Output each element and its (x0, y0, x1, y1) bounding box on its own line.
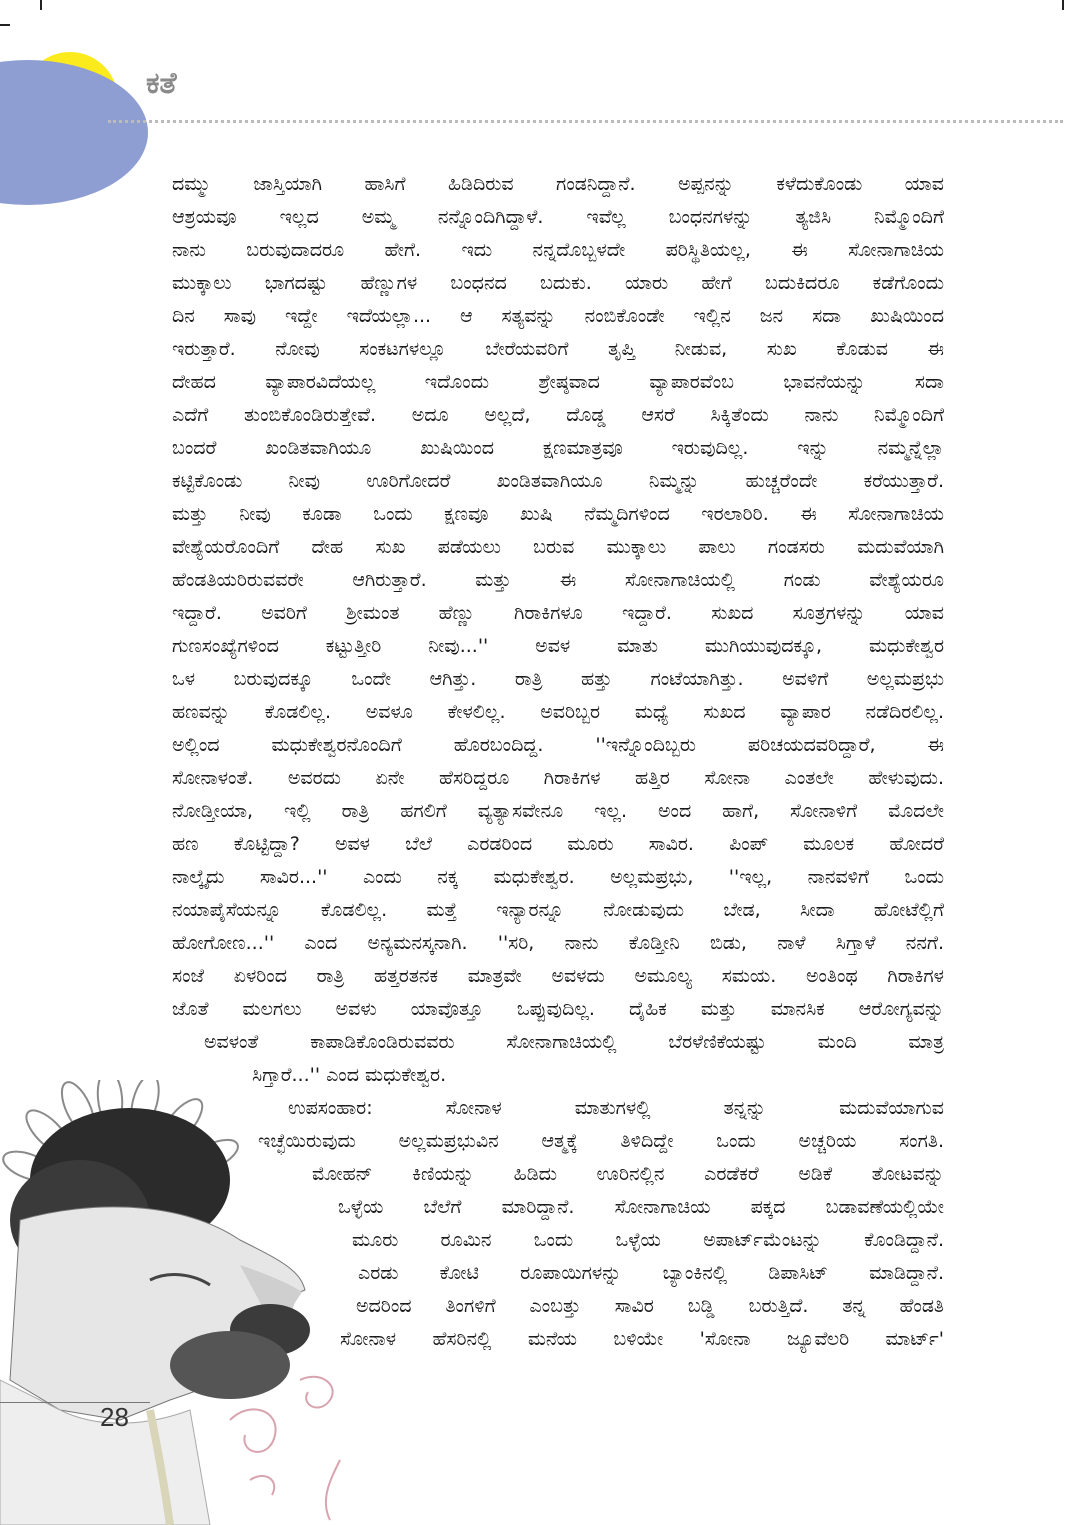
body-line-34: ಎರಡು ಕೋಟಿ ರೂಪಾಯಿಗಳನ್ನು ಬ್ಯಾಂಕಿನಲ್ಲಿ ಡಿಪಾಸಿಟ್ ಮಾಡಿದ್ದಾನೆ. (358, 1262, 944, 1284)
body-line-4: ಮುಕ್ಕಾಲು ಭಾಗದಷ್ಟು ಹೆಣ್ಣುಗಳ ಬಂಧನದ ಬದುಕು. ಯಾರು ಹೇಗೆ ಬದುಕಿದರೂ ಕಡೆಗೊಂದು (172, 272, 944, 294)
body-line-30: ಇಚ್ಛೆಯಿರುವುದು ಅಲ್ಲಮಪ್ರಭುವಿನ ಆತ್ಮಕ್ಕೆ ತಿಳಿದಿದ್ದೇ ಒಂದು ಅಚ್ಚರಿಯ ಸಂಗತಿ. (258, 1130, 944, 1152)
body-line-25: ಸಂಜೆ ಏಳರಿಂದ ರಾತ್ರಿ ಹತ್ತರತನಕ ಮಾತ್ರವೇ ಅವಳದು ಅಮೂಲ್ಯ ಸಮಯ. ಅಂತಿಂಥ ಗಿರಾಕಿಗಳ (172, 965, 944, 987)
body-line-22: ನಾಲ್ಕೈದು ಸಾವಿರ...'' ಎಂದು ನಕ್ಕ ಮಧುಕೇಶ್ವರ. ಅಲ್ಲಮಪ್ರಭು, ''ಇಲ್ಲ, ನಾನವಳಿಗೆ ಒಂದು (172, 866, 944, 888)
body-line-13: ಹೆಂಡತಿಯರಿರುವವರೇ ಆಗಿರುತ್ತಾರೆ. ಮತ್ತು ಈ ಸೋನಾಗಾಚಿಯಲ್ಲಿ ಗಂಡು ವೇಶ್ಯೆಯರೂ (172, 569, 944, 591)
body-line-24: ಹೋಗೋಣ...'' ಎಂದ ಅನ್ಯಮನಸ್ಕನಾಗಿ. ''ಸರಿ, ನಾನು ಕೊಡ್ತೀನಿ ಬಿಡು, ನಾಳೆ ಸಿಗ್ತಾಳೆ ನನಗೆ. (172, 932, 944, 954)
body-line-26: ಜೊತೆ ಮಲಗಲು ಅವಳು ಯಾವೊತ್ತೂ ಒಪ್ಪುವುದಿಲ್ಲ. ದೈಹಿಕ ಮತ್ತು ಮಾನಸಿಕ ಆರೋಗ್ಯವನ್ನು (172, 998, 944, 1020)
body-line-18: ಅಲ್ಲಿಂದ ಮಧುಕೇಶ್ವರನೊಂದಿಗೆ ಹೊರಬಂದಿದ್ದ. ''ಇನ್ನೊಂದಿಬ್ಬರು ಪರಿಚಯದವರಿದ್ದಾರೆ, ಈ (172, 734, 944, 756)
body-line-16: ಒಳ ಬರುವುದಕ್ಕೂ ಒಂದೇ ಆಗಿತ್ತು. ರಾತ್ರಿ ಹತ್ತು ಗಂಟೆಯಾಗಿತ್ತು. ಅವಳಿಗೆ ಅಲ್ಲಮಪ್ರಭು (172, 668, 944, 690)
body-line-15: ಗುಣಸಂಖ್ಯೆಗಳಿಂದ ಕಟ್ಟುತ್ತೀರಿ ನೀವು...'' ಅವಳ ಮಾತು ಮುಗಿಯುವುದಕ್ಕೂ, ಮಧುಕೇಶ್ವರ (172, 635, 944, 657)
decorative-blue-circle (0, 60, 148, 205)
section-label: ಕತೆ (146, 66, 177, 101)
body-line-2: ಆಶ್ರಯವೂ ಇಲ್ಲದ ಅಮ್ಮ ನನ್ನೊಂದಿಗಿದ್ದಾಳೆ. ಇವೆಲ್ಲ ಬಂಧನಗಳನ್ನು ತ್ಯಜಿಸಿ ನಿಮ್ಮೊಂದಿಗೆ (172, 206, 944, 228)
body-line-5: ದಿನ ಸಾವು ಇದ್ದೇ ಇದೆಯಲ್ಲಾ... ಆ ಸತ್ಯವನ್ನು ನಂಬಿಕೊಂಡೇ ಇಲ್ಲಿನ ಜನ ಸದಾ ಖುಷಿಯಿಂದ (172, 305, 944, 327)
body-line-7: ದೇಹದ ವ್ಯಾಪಾರವಿದೆಯಲ್ಲ ಇದೊಂದು ಶ್ರೇಷ್ಠವಾದ ವ್ಯಾಪಾರವೆಂಬ ಭಾವನೆಯನ್ನು ಸದಾ (172, 371, 944, 393)
crop-mark-top-right (1062, 0, 1064, 10)
crop-mark-top-left (40, 0, 42, 10)
body-line-23: ನಯಾಪೈಸೆಯನ್ನೂ ಕೊಡಲಿಲ್ಲ. ಮತ್ತೆ ಇನ್ಯಾರನ್ನೂ ನೋಡುವುದು ಬೇಡ, ಸೀದಾ ಹೋಟೆಲ್ಲಿಗೆ (172, 899, 944, 921)
body-line-17: ಹಣವನ್ನು ಕೊಡಲಿಲ್ಲ. ಅವಳೂ ಕೇಳಲಿಲ್ಲ. ಅವರಿಬ್ಬರ ಮಧ್ಯೆ ಸುಖದ ವ್ಯಾಪಾರ ನಡೆದಿರಲಿಲ್ಲ. (172, 701, 944, 723)
body-line-28: ಸಿಗ್ತಾರೆ...'' ಎಂದ ಮಧುಕೇಶ್ವರ. (252, 1064, 447, 1086)
page-number: 28 (100, 1402, 129, 1432)
body-line-1: ದಮ್ಮು ಜಾಸ್ತಿಯಾಗಿ ಹಾಸಿಗೆ ಹಿಡಿದಿರುವ ಗಂಡನಿದ್ದಾನೆ. ಅಪ್ಪನನ್ನು ಕಳೆದುಕೊಂಡು ಯಾವ (172, 173, 944, 195)
body-line-9: ಬಂದರೆ ಖಂಡಿತವಾಗಿಯೂ ಖುಷಿಯಿಂದ ಕ್ಷಣಮಾತ್ರವೂ ಇರುವುದಿಲ್ಲ. ಇನ್ನು ನಮ್ಮನ್ನೆಲ್ಲಾ (172, 437, 944, 459)
body-line-19: ಸೋನಾಳಂತೆ. ಅವರದು ಏನೇ ಹೆಸರಿದ್ದರೂ ಗಿರಾಕಿಗಳ ಹತ್ತಿರ ಸೋನಾ ಎಂತಲೇ ಹೇಳುವುದು. (172, 767, 944, 789)
body-line-10: ಕಟ್ಟಿಕೊಂಡು ನೀವು ಊರಿಗೋದರೆ ಖಂಡಿತವಾಗಿಯೂ ನಿಮ್ಮನ್ನು ಹುಚ್ಚರೆಂದೇ ಕರೆಯುತ್ತಾರೆ. (172, 470, 944, 492)
body-line-29: ಉಪಸಂಹಾರ: ಸೋನಾಳ ಮಾತುಗಳಲ್ಲಿ ತನ್ನನ್ನು ಮದುವೆಯಾಗುವ (288, 1097, 944, 1119)
body-line-11: ಮತ್ತು ನೀವು ಕೂಡಾ ಒಂದು ಕ್ಷಣವೂ ಖುಷಿ ನೆಮ್ಮದಿಗಳಿಂದ ಇರಲಾರಿರಿ. ಈ ಸೋನಾಗಾಚಿಯ (172, 503, 944, 525)
body-line-3: ನಾನು ಬರುವುದಾದರೂ ಹೇಗೆ. ಇದು ನನ್ನದೊಬ್ಬಳದೇ ಪರಿಸ್ಥಿತಿಯಲ್ಲ, ಈ ಸೋನಾಗಾಚಿಯ (172, 239, 944, 261)
body-line-14: ಇದ್ದಾರೆ. ಅವರಿಗೆ ಶ್ರೀಮಂತ ಹೆಣ್ಣು ಗಿರಾಕಿಗಳೂ ಇದ್ದಾರೆ. ಸುಖದ ಸೂತ್ರಗಳನ್ನು ಯಾವ (172, 602, 944, 624)
body-line-21: ಹಣ ಕೊಟ್ಟಿದ್ದಾ? ಅವಳ ಬೆಲೆ ಎರಡರಿಂದ ಮೂರು ಸಾವಿರ. ಪಿಂಪ್ ಮೂಲಕ ಹೋದರೆ (172, 833, 944, 855)
body-line-27: ಅವಳಂತೆ ಕಾಪಾಡಿಕೊಂಡಿರುವವರು ಸೋನಾಗಾಚಿಯಲ್ಲಿ ಬೆರಳೆಣಿಕೆಯಷ್ಟು ಮಂದಿ ಮಾತ್ರ (204, 1031, 944, 1053)
body-line-32: ಒಳ್ಳೆಯ ಬೆಲೆಗೆ ಮಾರಿದ್ದಾನೆ. ಸೋನಾಗಾಚಿಯ ಪಕ್ಕದ ಬಡಾವಣೆಯಲ್ಲಿಯೇ (338, 1196, 944, 1218)
body-line-36: ಸೋನಾಳ ಹೆಸರಿನಲ್ಲಿ ಮನೆಯ ಬಳಿಯೇ 'ಸೋನಾ ಜ್ಯೂವೆಲರಿ ಮಾರ್ಟ್' (340, 1328, 944, 1350)
face-shape (10, 1207, 310, 1420)
dotted-header-rule (108, 120, 1063, 123)
body-line-20: ನೋಡ್ತೀಯಾ, ಇಲ್ಲಿ ರಾತ್ರಿ ಹಗಲಿಗೆ ವ್ಯತ್ಯಾಸವೇನೂ ಇಲ್ಲ. ಅಂದ ಹಾಗೆ, ಸೋನಾಳಿಗೆ ಮೊದಲೇ (172, 800, 944, 822)
body-line-8: ಎದೆಗೆ ತುಂಬಿಕೊಂಡಿರುತ್ತೇವೆ. ಅದೂ ಅಲ್ಲದೆ, ದೊಡ್ಡ ಆಸರೆ ಸಿಕ್ಕಿತೆಂದು ನಾನು ನಿಮ್ಮೊಂದಿಗೆ (172, 404, 944, 426)
body-line-6: ಇರುತ್ತಾರೆ. ನೋವು ಸಂಕಟಗಳಲ್ಲೂ ಬೇರೆಯವರಿಗೆ ತೃಪ್ತಿ ನೀಡುವ, ಸುಖ ಕೊಡುವ ಈ (172, 338, 944, 360)
decorative-swirls (230, 1377, 340, 1520)
body-line-31: ಮೋಹನ್ ಕಿಣಿಯನ್ನು ಹಿಡಿದು ಊರಿನಲ್ಲಿನ ಎರಡೆಕರೆ ಅಡಿಕೆ ತೋಟವನ್ನು (312, 1163, 944, 1185)
body-line-33: ಮೂರು ರೂಮಿನ ಒಂದು ಒಳ್ಳೆಯ ಅಪಾರ್ಟ್‌ಮೆಂಟನ್ನು ಕೊಂಡಿದ್ದಾನೆ. (352, 1229, 944, 1251)
crop-mark-left-top (0, 24, 10, 26)
body-line-12: ವೇಶ್ಯೆಯರೊಂದಿಗೆ ದೇಹ ಸುಖ ಪಡೆಯಲು ಬರುವ ಮುಕ್ಕಾಲು ಪಾಲು ಗಂಡಸರು ಮದುವೆಯಾಗಿ (172, 536, 944, 558)
body-line-35: ಅದರಿಂದ ತಿಂಗಳಿಗೆ ಎಂಬತ್ತು ಸಾವಿರ ಬಡ್ಡಿ ಬರುತ್ತಿದೆ. ತನ್ನ ಹೆಂಡತಿ (356, 1295, 944, 1317)
